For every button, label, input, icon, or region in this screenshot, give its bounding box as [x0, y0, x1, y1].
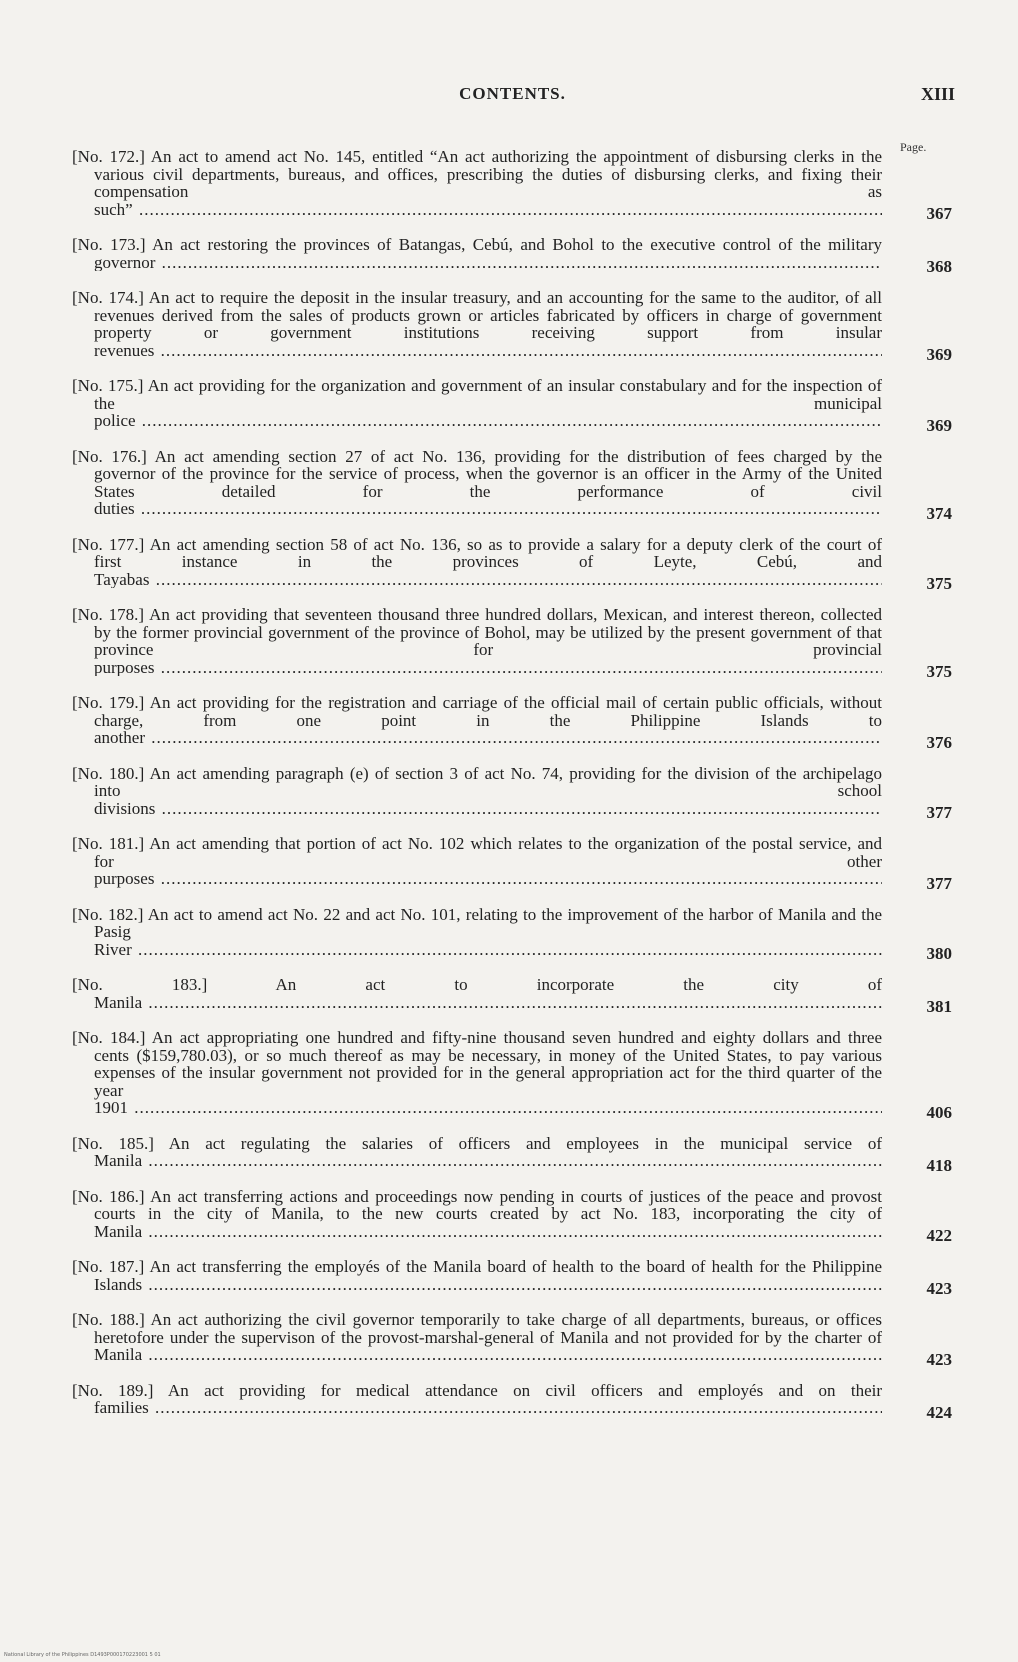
entry-page-number: 375	[926, 662, 952, 681]
entry-description: An act transferring the employés of the Manila board of health to the board of health for the Philippine Islands .....	[94, 1258, 882, 1293]
entry-text	[72, 694, 882, 747]
contents-entry	[72, 694, 952, 752]
contents-entry	[72, 1029, 952, 1122]
contents-entry	[72, 976, 952, 1016]
entry-description: An act providing that seventeen thousand three hundred dollars, Mexican, and interest thereon, collected by the former provincial government of the province of Bohol, may be utilized by the present government of that province for provincial purposes .....	[94, 606, 882, 676]
contents-entry	[72, 835, 952, 893]
page-number: XIII	[920, 84, 955, 104]
entry-number: [No. 180.]	[72, 764, 145, 783]
contents-entry	[72, 1134, 952, 1175]
entry-text	[72, 765, 882, 818]
entry-number: [No. 185.]	[72, 1134, 154, 1153]
entry-description: An act amending section 58 of act No. 136, so as to provide a salary for a deputy clerk of the court of first instance in the provinces of Leyte, Cebú, and Tayabas .....	[94, 536, 882, 589]
entry-text	[72, 1029, 882, 1117]
entry-description: An act restoring the provinces of Batangas, Cebú, and Bohol to the executive control of the military governor .....	[94, 236, 882, 271]
page-column-label: Page.	[900, 140, 927, 154]
entry-number: [No. 183.]	[72, 976, 208, 994]
entry-text	[72, 906, 882, 959]
entry-description: An act to incorporate the city of Manila .....	[94, 976, 882, 1011]
page-header	[70, 84, 955, 114]
entry-text	[72, 289, 882, 359]
entry-number: [No. 189.]	[72, 1381, 154, 1400]
entry-text	[72, 1258, 882, 1293]
contents-entry	[72, 1258, 952, 1298]
entry-page-number: 377	[926, 803, 952, 822]
entry-description: An act transferring actions and proceedings now pending in courts of justices of the peace and provost courts in the city of Manila, to the new courts created by act No. 183, incorporating the city of Manila .....	[94, 1188, 882, 1241]
entry-text	[72, 1135, 882, 1170]
entry-page-number: 423	[926, 1349, 952, 1369]
entry-description: An act to amend act No. 22 and act No. 101, relating to the improvement of the harbor of Manila and the Pasig River .....	[94, 906, 882, 959]
entry-text	[72, 536, 882, 589]
entry-page-number: 369	[926, 345, 952, 364]
contents-entry	[72, 606, 952, 681]
entry-text	[72, 377, 882, 430]
entry-description: An act amending section 27 of act No. 136, providing for the distribution of fees charged by the governor of the province for the service of process, when the governor is an officer in the Army of the United States detailed for the performance of civil duties .....	[94, 448, 882, 518]
entry-page-number: 377	[926, 873, 952, 893]
contents-list	[72, 148, 952, 1435]
contents-entry	[72, 289, 952, 364]
entry-page-number: 367	[926, 204, 952, 223]
entry-description: An act amending that portion of act No. 102 which relates to the organization of the postal service, and for other purposes .....	[94, 835, 882, 888]
contents-entry	[72, 447, 952, 523]
entry-number: [No. 188.]	[72, 1311, 145, 1329]
entry-page-number: 424	[926, 1402, 952, 1422]
entry-description: An act amending paragraph (e) of section 3 of act No. 74, providing for the division of the archipelago into school divisions .....	[94, 765, 882, 818]
entry-number: [No. 175.]	[72, 377, 144, 395]
contents-entry	[72, 1311, 952, 1369]
entry-description: An act to amend act No. 145, entitled “An act authorizing the appointment of disbursing clerks in the various civil departments, bureaus, and offices, prescribing the duties of disbursing clerks, and fixing their compensation as such” .....	[94, 148, 882, 218]
entry-number: [No. 172.]	[72, 148, 145, 166]
contents-entry	[72, 236, 952, 276]
entry-description: An act to require the deposit in the insular treasury, and an accounting for the same to the auditor, of all revenues derived from the sales of products grown or articles fabricated by officers in charge of government property or government institutions receiving support from insular revenues .....	[94, 289, 882, 359]
entry-number: [No. 173.]	[72, 236, 146, 254]
entry-number: [No. 181.]	[72, 835, 145, 853]
entry-number: [No. 177.]	[72, 535, 145, 554]
entry-page-number: 380	[926, 944, 952, 963]
entry-page-number: 375	[926, 574, 952, 593]
footer-note: National Library of the Philippines D1493P000170223001 5 01	[4, 1652, 161, 1658]
entry-number: [No. 184.]	[72, 1029, 146, 1047]
contents-entry	[72, 535, 952, 593]
entry-text	[72, 148, 882, 218]
contents-entry	[72, 148, 952, 223]
entry-page-number: 381	[926, 997, 952, 1016]
entry-description: An act regulating the salaries of officers and employees in the municipal service of Manila .....	[94, 1135, 882, 1170]
entry-page-number: 406	[926, 1102, 952, 1122]
entry-page-number: 369	[926, 415, 952, 435]
entry-number: [No. 186.]	[72, 1187, 145, 1206]
entry-page-number: 422	[926, 1226, 952, 1245]
entry-text	[72, 1188, 882, 1241]
entry-page-number: 418	[926, 1155, 952, 1175]
entry-number: [No. 178.]	[72, 606, 145, 624]
entry-number: [No. 182.]	[72, 905, 144, 924]
entry-description: An act authorizing the civil governor temporarily to take charge of all departments, bureaus, or offices heretofore under the supervison of the provost-marshal-general of Manila and not provided for by the charter of Manila .....	[94, 1311, 882, 1364]
entry-page-number: 368	[926, 257, 952, 276]
entry-page-number: 374	[926, 503, 952, 523]
entry-page-number: 376	[926, 732, 952, 752]
contents-entry	[72, 905, 952, 963]
entry-text	[72, 976, 882, 1011]
entry-number: [No. 179.]	[72, 694, 145, 712]
entry-text	[72, 835, 882, 888]
entry-text	[72, 1311, 882, 1364]
entry-description: An act providing for the registration and carriage of the official mail of certain public officials, without charge, from one point in the Philippine Islands to another .....	[94, 694, 882, 747]
contents-entry	[72, 1381, 952, 1422]
entry-text	[72, 448, 882, 518]
contents-entry	[72, 764, 952, 822]
entry-text	[72, 606, 882, 676]
page-title: CONTENTS.	[459, 84, 566, 103]
entry-page-number: 423	[926, 1279, 952, 1298]
contents-entry	[72, 377, 952, 435]
entry-description: An act providing for the organization and government of an insular constabulary and for the inspection of the municipal police .....	[94, 377, 882, 430]
entry-number: [No. 176.]	[72, 447, 147, 466]
contents-entry	[72, 1187, 952, 1245]
entry-number: [No. 187.]	[72, 1258, 145, 1276]
entry-description: An act appropriating one hundred and fifty-nine thousand seven hundred and eighty dollars and three cents ($159,780.03), or so much thereof as may be necessary, in money of the United States, to pay various expenses of the insular government not provided for in the general appropriation act for the third quarter of the year 1901 .....	[94, 1029, 882, 1117]
entry-text	[72, 1382, 882, 1417]
entry-description: An act providing for medical attendance on civil officers and employés and on their families .....	[94, 1382, 882, 1417]
entry-number: [No. 174.]	[72, 289, 144, 307]
entry-text	[72, 236, 882, 271]
